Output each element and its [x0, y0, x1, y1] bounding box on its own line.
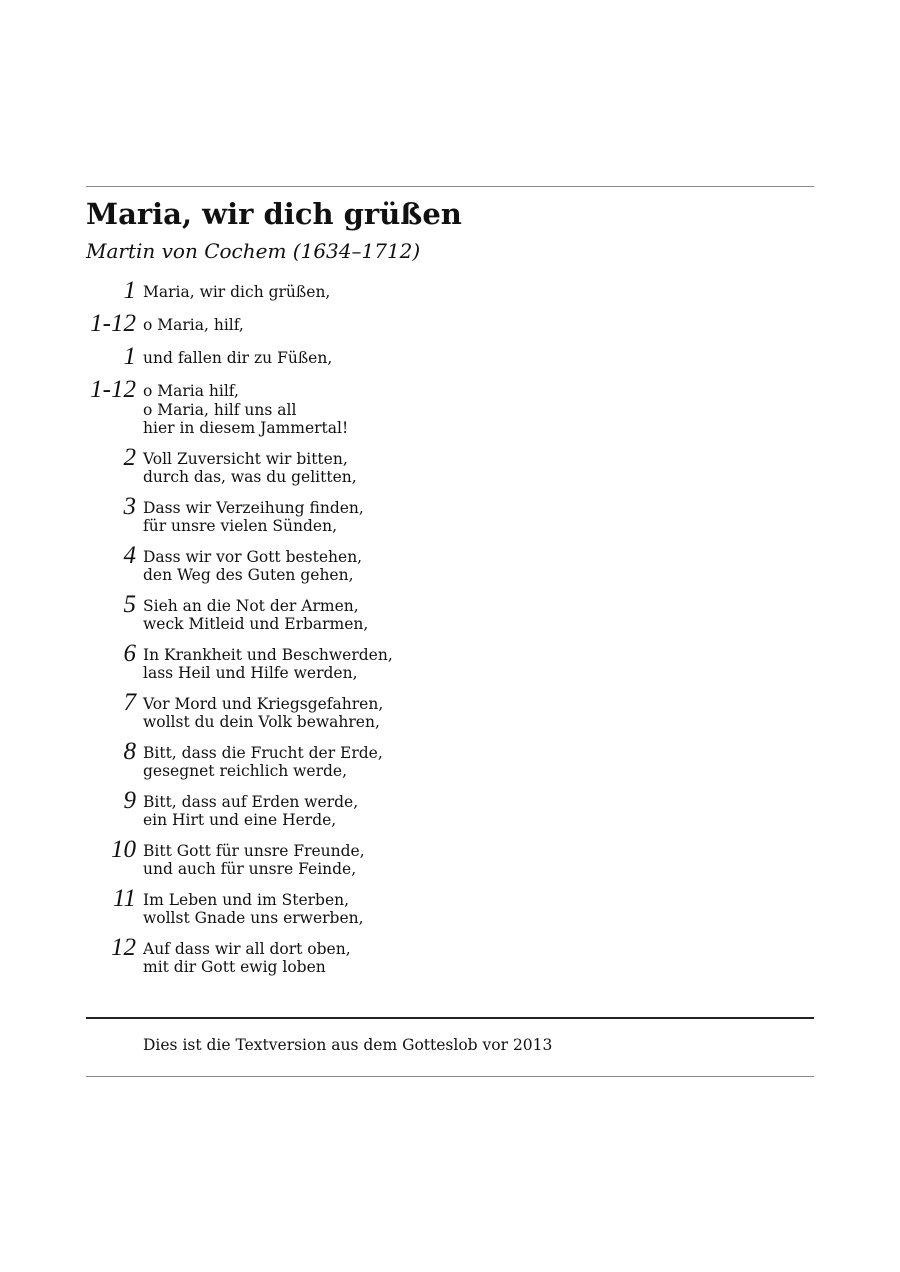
verse-line: hier in diesem Jammertal! — [143, 419, 349, 437]
stanza — [86, 641, 786, 683]
stanza — [86, 837, 786, 879]
stanza-text — [143, 543, 362, 585]
stanza — [86, 739, 786, 781]
stanza-text — [143, 278, 330, 302]
stanza-number: 1-12 — [90, 310, 136, 337]
stanza — [86, 445, 786, 487]
verse-line: Dass wir Verzeihung finden, — [143, 498, 364, 517]
stanza-number: 2 — [123, 443, 136, 471]
stanza-number: 1-12 — [90, 376, 136, 403]
verse-line: o Maria hilf, — [143, 382, 239, 400]
verse-line: gesegnet reichlich werde, — [143, 762, 348, 780]
stanza-text — [143, 935, 351, 977]
stanza-text — [143, 739, 383, 781]
verse-line: für unsre vielen Sünden, — [143, 517, 337, 535]
stanza — [86, 543, 786, 585]
verse-line: Voll Zuversicht wir bitten, — [143, 449, 348, 468]
verse-line: ein Hirt und eine Herde, — [143, 811, 337, 829]
stanza-number: 12 — [111, 933, 136, 961]
verse-line: weck Mitleid und Erbarmen, — [143, 615, 369, 633]
stanza-list — [86, 278, 786, 984]
stanza — [86, 886, 786, 928]
verse-line: wollst Gnade uns erwerben, — [143, 909, 364, 927]
stanza-text — [143, 641, 393, 683]
verse-line: o Maria, hilf, — [143, 316, 244, 334]
stanza-text — [143, 344, 332, 368]
top-divider — [86, 186, 814, 187]
verse-line: Vor Mord und Kriegsgefahren, — [143, 694, 384, 713]
stanza-number: 5 — [123, 590, 136, 618]
stanza — [86, 690, 786, 732]
verse-line: Maria, wir dich grüßen, — [143, 283, 331, 301]
stanza-number: 1 — [123, 277, 136, 304]
stanza — [86, 935, 786, 977]
verse-line: Bitt, dass die Frucht der Erde, — [143, 743, 383, 762]
stanza — [86, 788, 786, 830]
stanza-number: 9 — [123, 786, 136, 814]
middle-divider — [86, 1017, 814, 1019]
verse-line: mit dir Gott ewig loben — [143, 958, 326, 976]
verse-line: und fallen dir zu Füßen, — [143, 349, 333, 367]
stanza — [86, 377, 786, 438]
verse-line: den Weg des Guten gehen, — [143, 566, 354, 584]
verse-line: und auch für unsre Feinde, — [143, 860, 357, 878]
stanza-number: 7 — [123, 688, 136, 716]
stanza-text — [143, 377, 348, 438]
author-line: Martin von Cochem (1634–1712) — [86, 239, 421, 263]
verse-line: Im Leben und im Sterben, — [143, 890, 350, 909]
stanza — [86, 311, 786, 337]
stanza-text — [143, 690, 383, 732]
stanza — [86, 494, 786, 536]
verse-line: lass Heil und Hilfe werden, — [143, 664, 358, 682]
stanza-text — [143, 311, 244, 335]
stanza — [86, 592, 786, 634]
stanza-number: 11 — [112, 884, 136, 912]
stanza-text — [143, 837, 365, 879]
verse-line: Sieh an die Not der Armen, — [143, 596, 359, 615]
stanza — [86, 278, 786, 304]
verse-line: o Maria, hilf uns all — [143, 400, 297, 419]
stanza-text — [143, 592, 368, 634]
stanza-number: 4 — [123, 541, 136, 569]
stanza-number: 8 — [123, 737, 136, 765]
verse-line: Auf dass wir all dort oben, — [143, 939, 351, 958]
stanza-number: 10 — [111, 835, 136, 863]
bottom-divider — [86, 1076, 814, 1077]
stanza-text — [143, 445, 357, 487]
stanza-text — [143, 886, 364, 928]
stanza-number: 3 — [123, 492, 136, 520]
verse-line: In Krankheit und Beschwerden, — [143, 645, 393, 664]
stanza-text — [143, 788, 358, 830]
verse-line: Dass wir vor Gott bestehen, — [143, 547, 363, 566]
stanza — [86, 344, 786, 370]
footnote: Dies ist die Textversion aus dem Gotteslob vor 2013 — [143, 1036, 553, 1054]
verse-line: Bitt, dass auf Erden werde, — [143, 792, 359, 811]
page-title: Maria, wir dich grüßen — [86, 197, 462, 231]
stanza-number: 1 — [123, 343, 136, 370]
verse-line: durch das, was du gelitten, — [143, 468, 357, 486]
stanza-number: 6 — [123, 639, 136, 667]
verse-line: Bitt Gott für unsre Freunde, — [143, 841, 365, 860]
verse-line: wollst du dein Volk bewahren, — [143, 713, 380, 731]
stanza-text — [143, 494, 364, 536]
